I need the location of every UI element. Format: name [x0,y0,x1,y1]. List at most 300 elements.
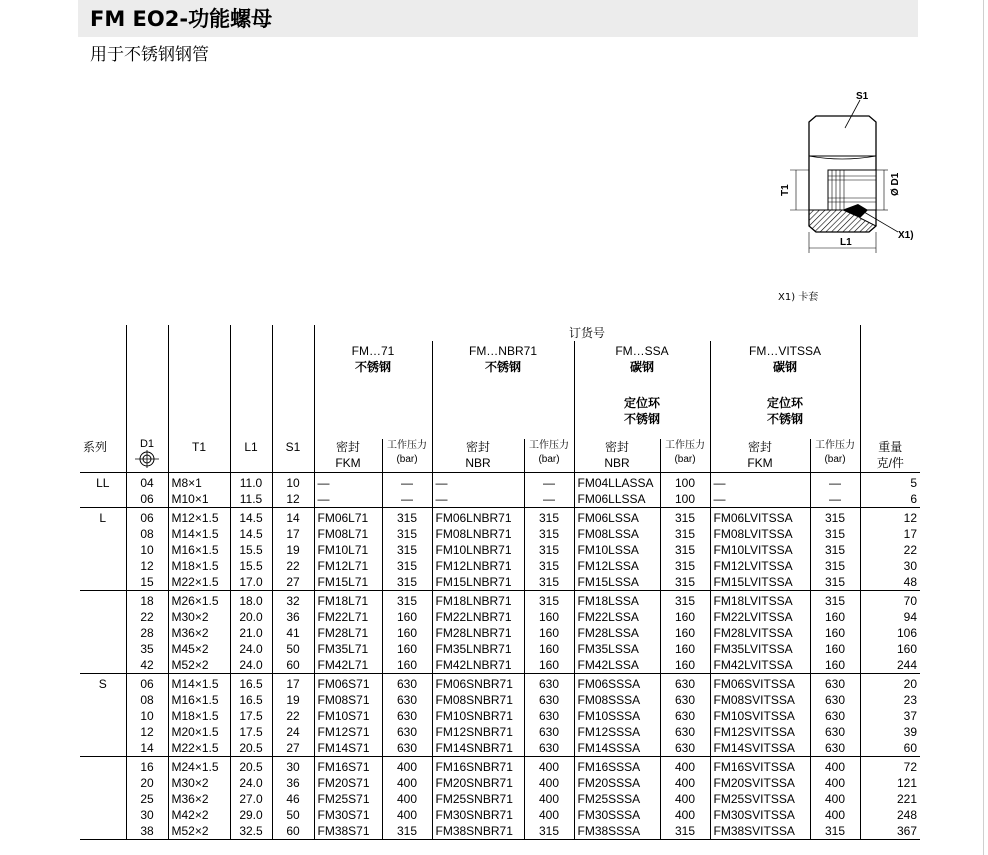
table-cell: 18.0 [230,591,272,610]
table-cell: 12 [860,508,920,527]
table-cell: 08 [126,526,168,542]
table-cell: — [810,491,860,508]
table-cell: 17.5 [230,724,272,740]
table-cell: 106 [860,625,920,641]
table-cell: M30×2 [168,775,230,791]
table-cell: M24×1.5 [168,757,230,776]
table-cell: FM35LNBR71 [432,641,524,657]
table-cell: 315 [660,558,710,574]
table-cell: FM06SSSA [574,674,660,693]
table-cell: FM42LNBR71 [432,657,524,674]
table-cell: 630 [810,708,860,724]
table-row [80,574,920,591]
table-cell: FM10LSSA [574,542,660,558]
table-cell: 315 [810,823,860,840]
blank-hdr [272,341,314,439]
table-cell: M30×2 [168,609,230,625]
table-cell: 28 [126,625,168,641]
table-cell: FM12LNBR71 [432,558,524,574]
table-cell: 14 [272,508,314,527]
col-header-pressure [660,439,710,473]
table-cell: 30 [860,558,920,574]
table-cell: 25 [126,791,168,807]
table-cell: — [810,473,860,492]
series-cell: LL [80,473,126,492]
col-header-l1: L1 [230,439,272,473]
table-row [80,724,920,740]
table-cell: 60 [860,740,920,757]
table-cell: 24.0 [230,641,272,657]
pressure-label: 工作压力 [387,440,427,451]
table-cell: M12×1.5 [168,508,230,527]
table-cell: FM10S71 [314,708,382,724]
table-cell: 160 [660,641,710,657]
seal-value: FKM [747,456,773,470]
table-cell: 400 [660,807,710,823]
table-cell: FM12S71 [314,724,382,740]
series-cell [80,724,126,740]
table-cell: 15.5 [230,542,272,558]
table-cell: FM30S71 [314,807,382,823]
table-cell: FM10LNBR71 [432,542,524,558]
pressure-label: 工作压力 [815,440,855,451]
spec-table-body [80,473,920,840]
table-cell: 32 [272,591,314,610]
table-cell: 630 [810,740,860,757]
table-cell: 10 [126,708,168,724]
blank-hdr [168,341,230,439]
table-cell: 160 [382,657,432,674]
table-cell: FM12LVITSSA [710,558,810,574]
table-cell: 630 [382,674,432,693]
series-cell [80,657,126,674]
table-cell: — [710,491,810,508]
table-cell: 367 [860,823,920,840]
table-cell: FM14S71 [314,740,382,757]
table-cell: 315 [660,591,710,610]
table-cell: 17.0 [230,574,272,591]
table-row [80,473,920,492]
table-cell: 16.5 [230,692,272,708]
seal-value: NBR [604,456,630,470]
table-row [80,657,920,674]
table-cell: 20 [126,775,168,791]
table-cell: 60 [272,657,314,674]
table-cell: 315 [810,542,860,558]
table-cell: 315 [382,591,432,610]
series-cell [80,574,126,591]
table-cell: 42 [126,657,168,674]
table-cell: 60 [272,823,314,840]
table-cell: FM14SSSA [574,740,660,757]
series-cell [80,558,126,574]
table-cell: 48 [860,574,920,591]
table-cell: — [314,473,382,492]
table-cell: M10×1 [168,491,230,508]
table-cell: 315 [524,542,574,558]
table-cell: 160 [660,625,710,641]
table-cell: 630 [660,708,710,724]
pressure-unit: (bar) [824,454,846,465]
table-cell: 20.5 [230,757,272,776]
table-cell: — [314,491,382,508]
col-header-s1: S1 [272,439,314,473]
l1-label: L1 [840,237,852,248]
table-cell: 04 [126,473,168,492]
table-cell: 16 [126,757,168,776]
series-header-fm71 [314,341,432,439]
series-cell [80,491,126,508]
series-code: FM…NBR71 [468,344,537,358]
table-cell: 27 [272,740,314,757]
table-cell: FM08S71 [314,692,382,708]
table-cell: 315 [810,591,860,610]
table-cell: FM18LSSA [574,591,660,610]
table-cell: 315 [810,526,860,542]
d1-header-text: D1 [139,439,155,450]
blank-hdr [272,325,314,341]
table-cell: 630 [524,674,574,693]
table-cell: 315 [524,574,574,591]
series-material: 碳钢 [629,360,654,374]
blank-hdr [126,341,168,439]
table-cell: 400 [382,775,432,791]
table-cell: 17 [272,674,314,693]
table-cell: FM30SSSA [574,807,660,823]
table-cell: 315 [660,823,710,840]
table-cell: FM22LSSA [574,609,660,625]
table-cell: 630 [660,724,710,740]
page-edge-line [983,0,984,855]
table-cell: M36×2 [168,625,230,641]
page-title: FM EO2-功能螺母 [90,7,273,31]
table-cell: 221 [860,791,920,807]
table-cell: 630 [524,708,574,724]
table-cell: FM14SNBR71 [432,740,524,757]
table-cell: 315 [810,508,860,527]
series-extra1: 定位环 [767,396,804,410]
seal-label: 密封 [335,440,360,454]
table-cell: 160 [810,625,860,641]
table-cell: 32.5 [230,823,272,840]
table-cell: 630 [660,692,710,708]
table-cell: 6 [860,491,920,508]
table-cell: 12 [126,558,168,574]
table-cell: 08 [126,692,168,708]
table-cell: 39 [860,724,920,740]
table-cell: M52×2 [168,823,230,840]
table-cell: 315 [660,542,710,558]
table-cell: 22 [272,558,314,574]
table-cell: 11.5 [230,491,272,508]
table-cell: 15 [126,574,168,591]
pressure-label: 工作压力 [665,440,705,451]
table-cell: 160 [524,657,574,674]
table-row [80,807,920,823]
table-cell: FM42LVITSSA [710,657,810,674]
table-cell: FM10L71 [314,542,382,558]
table-cell: 70 [860,591,920,610]
table-cell: FM20SNBR71 [432,775,524,791]
d1-symbol-icon [134,450,160,468]
table-cell: FM28LNBR71 [432,625,524,641]
table-cell: FM15LVITSSA [710,574,810,591]
table-cell: FM16SVITSSA [710,757,810,776]
table-cell: 315 [382,508,432,527]
table-cell: — [432,491,524,508]
table-cell: 22 [860,542,920,558]
blank-hdr [80,325,126,341]
table-cell: 630 [382,724,432,740]
series-extra1: 定位环 [623,396,660,410]
series-cell [80,542,126,558]
table-cell: FM16SNBR71 [432,757,524,776]
col-header-seal [314,439,382,473]
table-cell: FM08SSSA [574,692,660,708]
table-cell: 30 [272,757,314,776]
col-header-pressure [524,439,574,473]
table-cell: 400 [524,791,574,807]
table-cell: 315 [660,508,710,527]
table-row [80,708,920,724]
table-cell: FM06LNBR71 [432,508,524,527]
table-cell: 630 [660,740,710,757]
table-cell: FM42L71 [314,657,382,674]
table-cell: 36 [272,609,314,625]
table-cell: M36×2 [168,791,230,807]
table-cell: 630 [524,692,574,708]
table-cell: 24.0 [230,657,272,674]
col-header-series: 系列 [80,439,126,473]
series-code: FM…VITSSA [749,344,822,358]
table-cell: — [710,473,810,492]
seal-label: 密封 [604,440,629,454]
table-cell: 19 [272,542,314,558]
blank-hdr [230,341,272,439]
col-header-d1 [126,439,168,473]
table-cell: 160 [382,625,432,641]
table-cell: 160 [524,641,574,657]
table-row [80,625,920,641]
col-header-seal [710,439,810,473]
table-cell: FM28LVITSSA [710,625,810,641]
series-cell: L [80,508,126,527]
s1-label: S1 [856,91,869,102]
series-material: 不锈钢 [484,360,521,374]
table-cell: 94 [860,609,920,625]
table-cell: 5 [860,473,920,492]
series-extra2: 不锈钢 [623,412,660,426]
table-cell: M26×1.5 [168,591,230,610]
weight-label: 重量 [878,440,903,454]
series-header-fmnbr71 [432,341,574,439]
series-cell [80,609,126,625]
table-cell: 400 [524,775,574,791]
table-cell: FM16S71 [314,757,382,776]
table-cell: 400 [660,775,710,791]
table-cell: 06 [126,491,168,508]
series-cell [80,823,126,840]
table-cell: FM08L71 [314,526,382,542]
table-cell: 315 [810,558,860,574]
table-cell: 50 [272,641,314,657]
table-cell: 29.0 [230,807,272,823]
table-cell: 50 [272,807,314,823]
table-cell: 160 [810,641,860,657]
table-cell: 315 [524,558,574,574]
table-cell: 14.5 [230,508,272,527]
series-cell [80,757,126,776]
col-header-weight [860,439,920,473]
table-cell: FM08LVITSSA [710,526,810,542]
table-cell: 160 [524,625,574,641]
table-cell: FM15LNBR71 [432,574,524,591]
table-row [80,526,920,542]
blank-hdr [230,325,272,341]
series-material: 不锈钢 [354,360,391,374]
table-cell: 315 [660,526,710,542]
blank-hdr [168,325,230,341]
seal-label: 密封 [747,440,772,454]
table-cell: 630 [382,708,432,724]
table-cell: M20×1.5 [168,724,230,740]
table-cell: 24.0 [230,775,272,791]
table-cell: FM12SVITSSA [710,724,810,740]
table-cell: FM20SVITSSA [710,775,810,791]
table-cell: 630 [524,724,574,740]
table-cell: FM10SVITSSA [710,708,810,724]
table-cell: 248 [860,807,920,823]
table-cell: 18 [126,591,168,610]
table-row [80,757,920,776]
table-cell: FM10SNBR71 [432,708,524,724]
table-cell: M42×2 [168,807,230,823]
series-extra2: 不锈钢 [767,412,804,426]
table-cell: FM06LLSSA [574,491,660,508]
table-cell: M22×1.5 [168,574,230,591]
table-cell: 400 [810,791,860,807]
table-cell: 315 [382,526,432,542]
table-cell: 160 [810,609,860,625]
table-cell: 27.0 [230,791,272,807]
table-cell: FM06LVITSSA [710,508,810,527]
table-cell: M18×1.5 [168,558,230,574]
table-cell: 35 [126,641,168,657]
table-cell: 100 [660,473,710,492]
table-row [80,823,920,840]
col-header-seal [574,439,660,473]
table-cell: 06 [126,508,168,527]
table-cell: 400 [382,757,432,776]
table-cell: 36 [272,775,314,791]
seal-value: FKM [335,456,361,470]
order-number-header: 订货号 [314,325,860,341]
table-cell: 19 [272,692,314,708]
blank-hdr [126,325,168,341]
nut-technical-drawing [760,88,930,253]
table-cell: FM12SSSA [574,724,660,740]
table-cell: 41 [272,625,314,641]
table-cell: FM16SSSA [574,757,660,776]
table-cell: FM06SNBR71 [432,674,524,693]
col-header-seal [432,439,524,473]
table-cell: FM04LLASSA [574,473,660,492]
table-cell: 17 [272,526,314,542]
table-cell: M14×1.5 [168,674,230,693]
table-cell: 315 [660,574,710,591]
table-cell: — [524,473,574,492]
table-cell: 630 [382,692,432,708]
table-row [80,674,920,693]
table-cell: FM25SNBR71 [432,791,524,807]
table-row [80,558,920,574]
table-cell: 400 [524,757,574,776]
table-cell: 160 [382,609,432,625]
table-cell: FM30SNBR71 [432,807,524,823]
table-cell: FM25SVITSSA [710,791,810,807]
series-cell [80,591,126,610]
table-cell: 400 [810,807,860,823]
spec-table [80,325,920,840]
series-cell: S [80,674,126,693]
table-cell: FM30SVITSSA [710,807,810,823]
table-cell: M52×2 [168,657,230,674]
table-cell: 37 [860,708,920,724]
table-cell: M18×1.5 [168,708,230,724]
table-cell: 315 [524,526,574,542]
series-header-fmvitssa [710,341,860,439]
table-cell: 10 [126,542,168,558]
table-cell: FM06S71 [314,674,382,693]
table-cell: 400 [660,791,710,807]
table-row [80,775,920,791]
table-row [80,542,920,558]
table-row [80,491,920,508]
table-cell: 160 [660,609,710,625]
table-row [80,791,920,807]
table-cell: FM25S71 [314,791,382,807]
table-cell: FM38SVITSSA [710,823,810,840]
table-cell: FM38S71 [314,823,382,840]
table-cell: M8×1 [168,473,230,492]
series-code: FM…71 [351,344,395,358]
table-row [80,641,920,657]
table-cell: 11.0 [230,473,272,492]
table-cell: FM08SNBR71 [432,692,524,708]
table-cell: FM06LSSA [574,508,660,527]
pressure-unit: (bar) [538,454,560,465]
table-cell: 72 [860,757,920,776]
table-cell: 315 [382,542,432,558]
table-cell: 400 [524,807,574,823]
table-cell: FM35LSSA [574,641,660,657]
table-cell: FM12LSSA [574,558,660,574]
series-cell [80,692,126,708]
series-header-fmssa [574,341,710,439]
table-cell: FM18LNBR71 [432,591,524,610]
table-cell: 20.0 [230,609,272,625]
table-cell: 22 [126,609,168,625]
table-cell: 12 [272,491,314,508]
series-cell [80,641,126,657]
table-cell: 17.5 [230,708,272,724]
table-cell: 315 [524,591,574,610]
table-cell: 121 [860,775,920,791]
table-cell: 315 [382,558,432,574]
table-row [80,609,920,625]
table-cell: — [382,473,432,492]
pressure-label: 工作压力 [529,440,569,451]
